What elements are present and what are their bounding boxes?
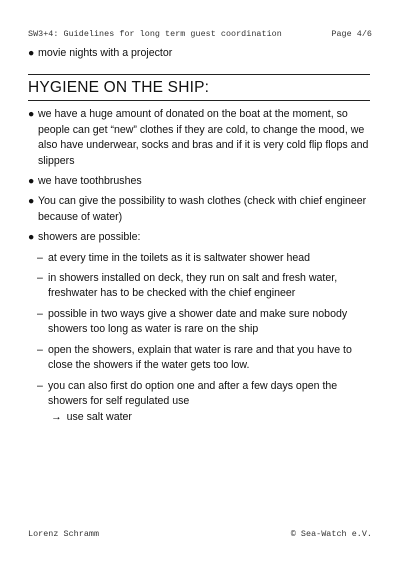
conclusion-text: use salt water (66, 411, 132, 424)
list-item-text: showers are possible: (38, 231, 141, 244)
list-item (28, 230, 370, 245)
page-number: Page 4/6 (331, 29, 372, 39)
page-content (28, 46, 370, 426)
dash-icon: – (37, 307, 43, 320)
copyright-notice: © Sea-Watch e.V. (290, 529, 372, 539)
bullet-icon: ● (28, 175, 35, 188)
page-footer (28, 529, 372, 539)
list-item (28, 174, 370, 189)
list-item (28, 46, 370, 61)
sub-list-item-text: you can also first do option one and after a few days open the showers for self regulated use (48, 379, 338, 407)
dash-icon: – (37, 272, 43, 285)
conclusion-line (28, 410, 370, 425)
list-item-text: we have toothbrushes (38, 175, 142, 188)
author-name: Lorenz Schramm (28, 529, 100, 539)
bullet-icon: ● (28, 47, 35, 59)
dash-icon: – (37, 343, 43, 356)
sub-list-item-text: open the showers, explain that water is rare and that you have to close the showers if the water gets too low. (48, 343, 352, 372)
document-title: SW3+4: Guidelines for long term guest coordination (28, 29, 282, 39)
list-item-text: You can give the possibility to wash clothes (check with chief engineer because of water) (38, 195, 367, 223)
sub-list-item-text: in showers installed on deck, they run on salt and fresh water, freshwater has to be checked with the chief engineer (48, 272, 338, 300)
section-heading: HYGIENE ON THE SHIP: (28, 74, 370, 101)
arrow-right-icon: → (51, 411, 62, 424)
sub-list-item (28, 251, 370, 266)
sub-list-item-text: possible in two ways give a shower date and make sure nobody showers too long as water is rare on the ship (48, 307, 348, 336)
sub-list-item (28, 307, 370, 338)
bullet-icon: ● (28, 231, 35, 244)
sub-list-item (28, 379, 370, 410)
sub-list-item-text: at every time in the toilets as it is saltwater shower head (48, 251, 311, 264)
list-item-text: we have a huge amount of donated on the boat at the moment, so people can get “new” clothes if they are cold, to change the mood, we also have underwear, socks and bras and if it is very cold flip flops and slippers (38, 108, 369, 167)
bullet-icon: ● (28, 108, 35, 121)
sub-list-item (28, 343, 370, 374)
bullet-icon: ● (28, 195, 35, 208)
list-item (28, 107, 370, 169)
dash-icon: – (37, 379, 43, 392)
dash-icon: – (37, 251, 43, 264)
list-item-text: movie nights with a projector (38, 47, 173, 59)
sub-list-item (28, 271, 370, 302)
page-header (28, 29, 372, 39)
list-item (28, 194, 370, 225)
